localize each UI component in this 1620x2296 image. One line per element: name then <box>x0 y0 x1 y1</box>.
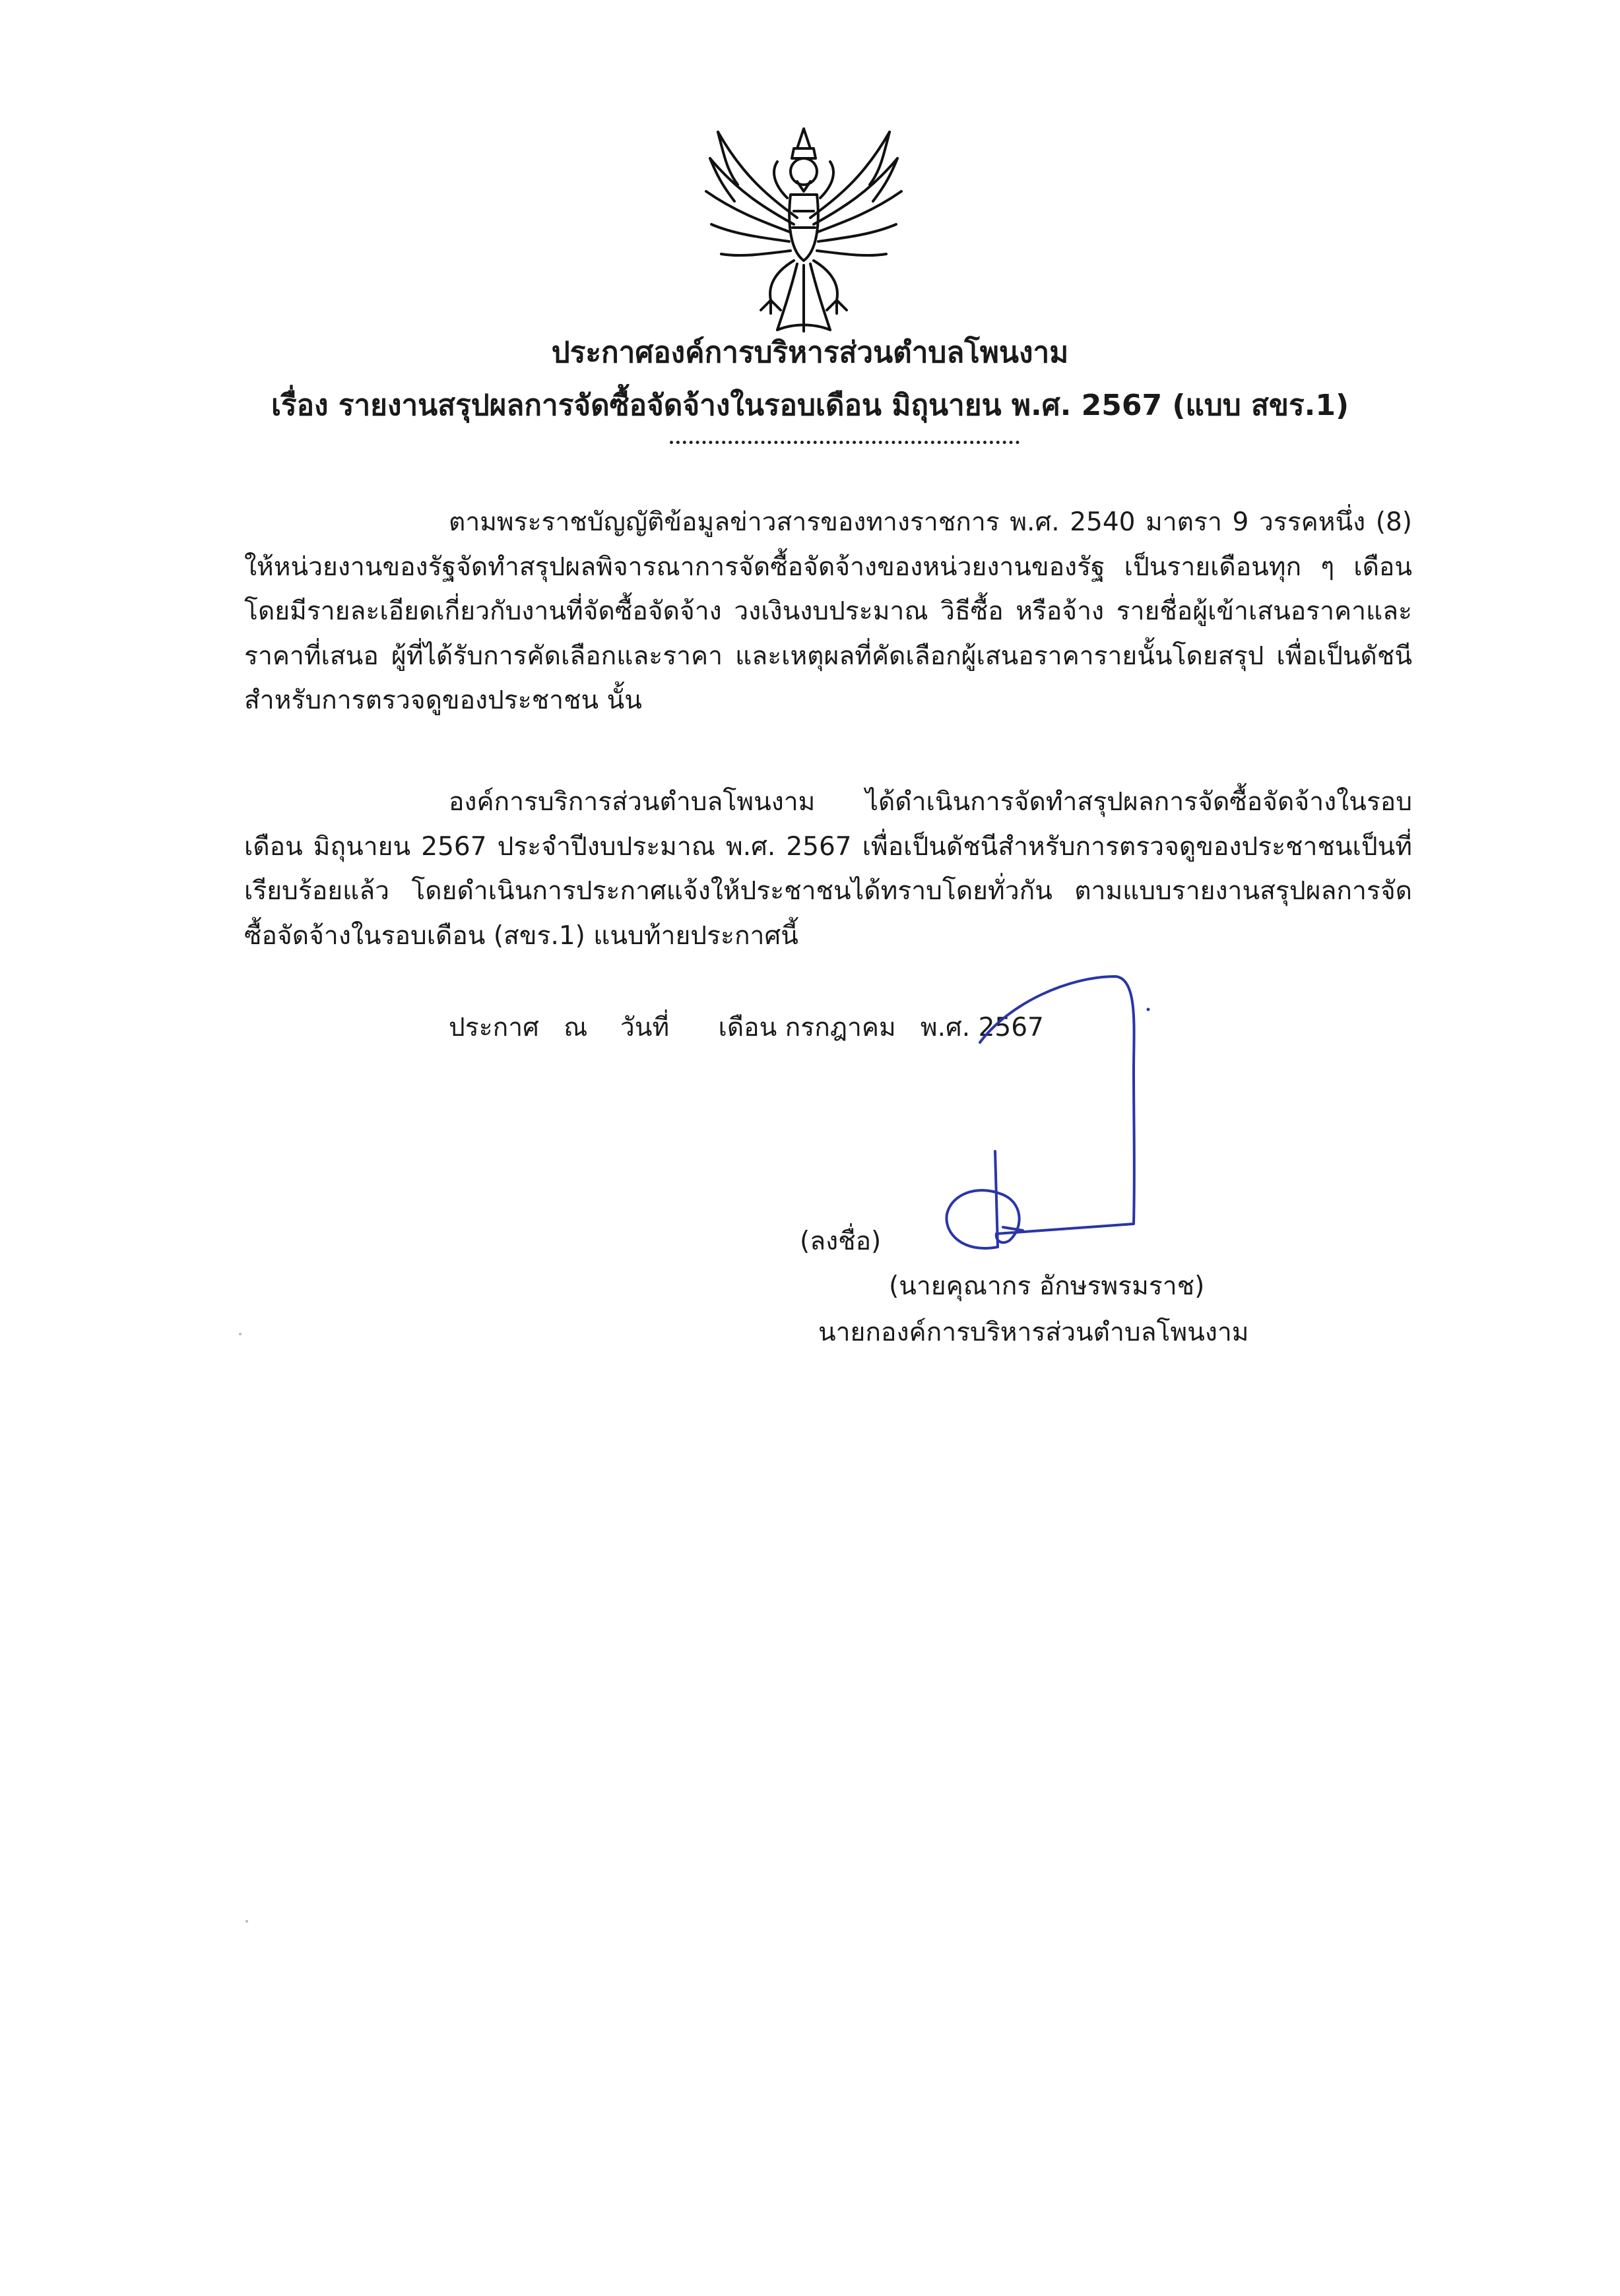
title-divider <box>670 441 1020 444</box>
scan-speck <box>245 1920 248 1923</box>
garuda-emblem-icon <box>698 119 909 336</box>
handwritten-signature <box>924 963 1175 1280</box>
scan-speck <box>239 1333 242 1335</box>
sign-label: (ลงชื่อ) <box>800 1227 882 1256</box>
body-paragraph-2: องค์การบริการส่วนตำบลโพนงาม ได้ดำเนินการจัดทำสรุปผลการจัดซื้อจัดจ้างในรอบเดือน มิถุนายน 2567 ประจำปีงบประมาณ พ.ศ. 2567 เพื่อเป็นดัชนีสำหรับการตรวจดูของประชาชนเป็นที่เรียบร้อยแล้ว โดยดำเนินการประกาศแจ้งให้ประชาชนได้ทราบโดยทั่วกัน ตามแบบรายงานสรุปผลการจัดซื้อจัดจ้างในรอบเดือน (สขร.1) แนบท้ายประกาศนี้ <box>244 787 1412 951</box>
announcement-date-line: ประกาศ ณ วันที่ เดือน กรกฎาคม พ.ศ. 2567 <box>449 1013 1044 1042</box>
body-paragraph-1: ตามพระราชบัญญัติข้อมูลข่าวสารของทางราชการ พ.ศ. 2540 มาตรา 9 วรรคหนึ่ง (8) ให้หน่วยงานของรัฐจัดทำสรุปผลพิจารณาการจัดซื้อจัดจ้างของหน่วยงานของรัฐ เป็นรายเดือนทุก ๆ เดือน โดยมีรายละเอียดเกี่ยวกับงานที่จัดซื้อจัดจ้าง วงเงินงบประมาณ วิธีซื้อ หรือจ้าง รายชื่อผู้เข้าเสนอราคาและราคาที่เสนอ ผู้ที่ได้รับการคัดเลือกและราคา และเหตุผลที่คัดเลือกผู้เสนอราคารายนั้นโดยสรุป เพื่อเป็นดัชนีสำหรับการตรวจดูของประชาชน นั้น <box>244 507 1412 715</box>
signer-name: (นายคุณากร อักษรพรมราช) <box>889 1271 1205 1301</box>
signer-title: นายกองค์การบริหารส่วนตำบลโพนงาม <box>818 1318 1249 1347</box>
document-title: ประกาศองค์การบริหารส่วนตำบลโพนงาม <box>551 336 1069 369</box>
document-subject: เรื่อง รายงานสรุปผลการจัดซื้อจัดจ้างในรอบเดือน มิถุนายน พ.ศ. 2567 (แบบ สขร.1) <box>271 389 1349 422</box>
